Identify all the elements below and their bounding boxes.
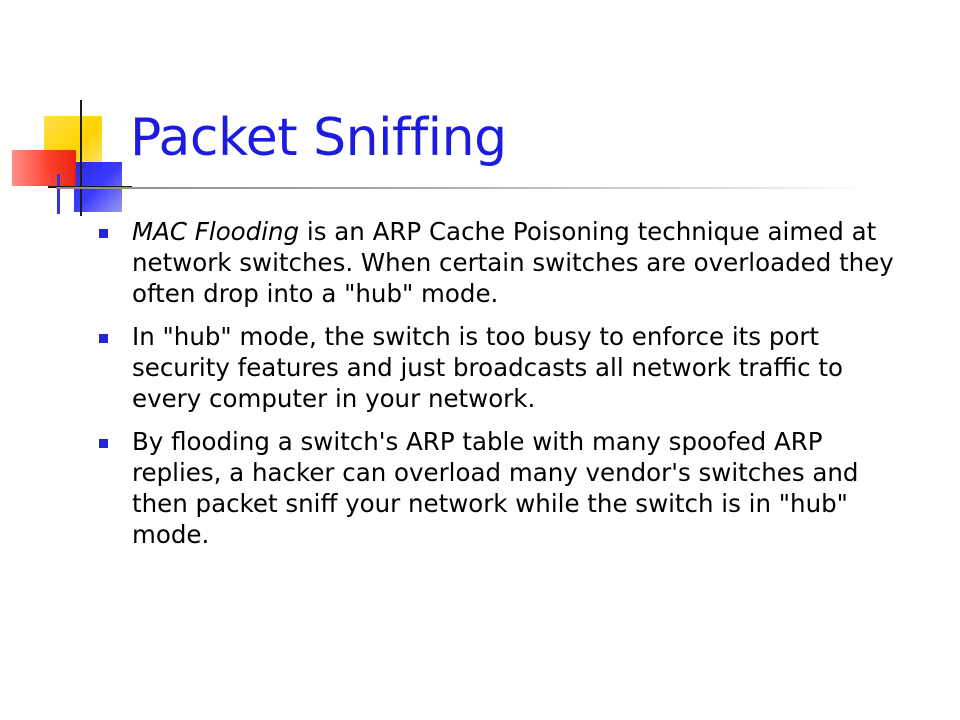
bullet-text: In "hub" mode, the switch is too busy to enforce its port security features and just broadcasts all network traffic to every computer in your network. xyxy=(132,322,843,413)
bullet-emphasis: MAC Flooding xyxy=(132,217,300,246)
bullet-body: is an ARP Cache Poisoning technique aimed at network switches. When certain switches are overloaded they often drop into a "hub" mode. xyxy=(132,217,894,308)
bullet-list xyxy=(92,216,902,562)
square-bullet-icon xyxy=(99,229,108,238)
square-bullet-icon xyxy=(99,439,108,448)
bullet-text xyxy=(132,217,894,308)
bullet-item-mac-flooding xyxy=(92,216,902,309)
logo-red-bar xyxy=(12,150,76,186)
slide-title: Packet Sniffing xyxy=(130,108,507,168)
logo-blue-vertical-line xyxy=(57,174,60,214)
bullet-item-hub-mode xyxy=(92,321,902,414)
title-divider xyxy=(56,187,866,189)
bullet-text: By flooding a switch's ARP table with many spoofed ARP replies, a hacker can overload many vendor's switches and then packet sniff your network while the switch is in "hub" mode. xyxy=(132,427,859,549)
bullet-item-arp-flooding xyxy=(92,426,902,550)
square-bullet-icon xyxy=(99,334,108,343)
slide-logo-decoration xyxy=(0,0,140,230)
logo-vertical-line xyxy=(80,100,82,216)
